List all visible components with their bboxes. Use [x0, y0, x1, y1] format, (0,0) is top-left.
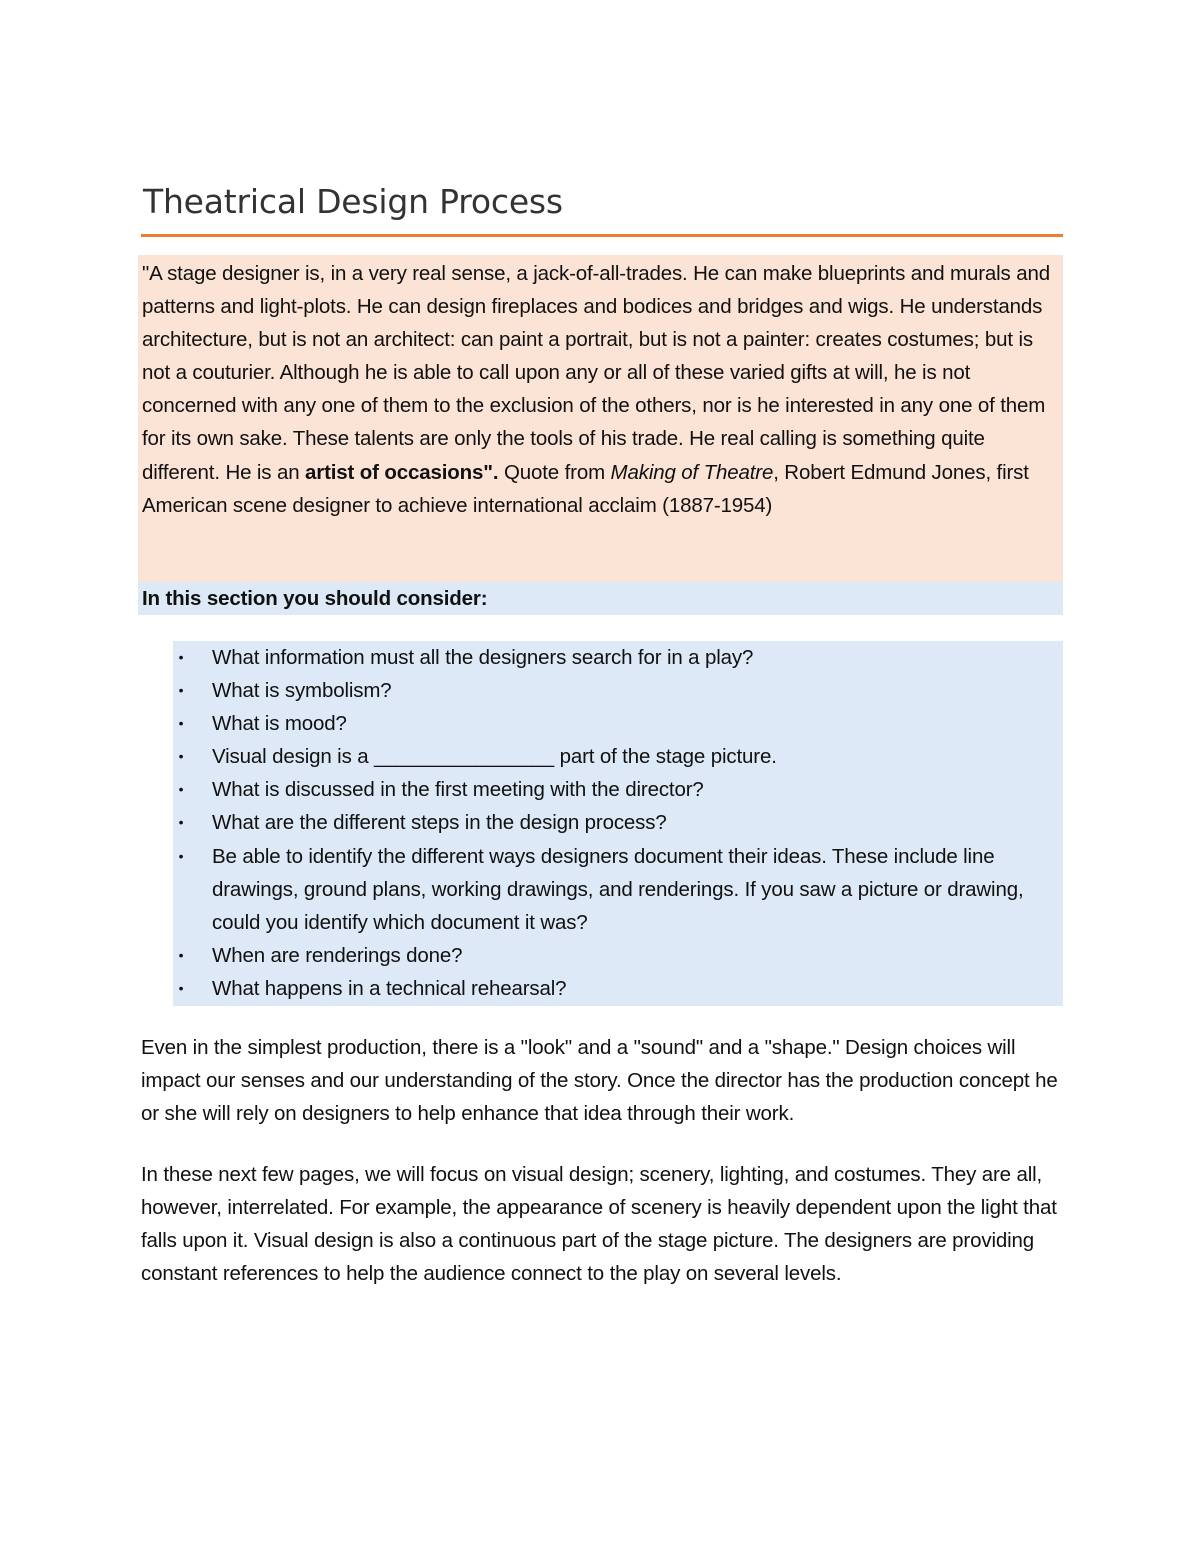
- bullet-icon: •: [178, 814, 184, 831]
- consider-heading: In this section you should consider:: [142, 587, 488, 610]
- bullet-icon: •: [178, 979, 184, 996]
- body-paragraph-1: Even in the simplest production, there is a "look" and a "sound" and a "shape." Design choices will impact our senses and our understanding of the story. Once the director has the production concept he or she will rely on designers to help enhance that idea through their work.: [141, 1036, 1058, 1126]
- bullet-icon: •: [178, 649, 184, 665]
- consider-heading-block: [138, 582, 1063, 615]
- list-item-text: What is symbolism?: [212, 679, 392, 703]
- list-item-text: What are the different steps in the design process?: [212, 811, 667, 835]
- quote-block: [138, 255, 1063, 582]
- list-item-text: When are renderings done?: [212, 943, 463, 967]
- list-item: [173, 641, 1059, 674]
- page-title: Theatrical Design Process: [143, 182, 563, 221]
- consider-list: [173, 641, 1059, 1005]
- quote-text-part3: , Robert Edmund Jones, first American scene designer to achieve international acclaim (1887-1954): [142, 460, 1029, 517]
- bullet-icon: •: [178, 946, 184, 963]
- bullet-icon: •: [178, 847, 184, 864]
- body-paragraph-2: In these next few pages, we will focus on visual design; scenery, lighting, and costumes. They are all, however, interrelated. For example, the appearance of scenery is heavily dependent upon the light that falls upon it. Visual design is also a continuous part of the stage picture. The designers are providing constant references to help the audience connect to the play on several levels.: [141, 1163, 1057, 1286]
- bullet-icon: •: [178, 781, 184, 798]
- list-item: [173, 806, 1059, 839]
- quote-book-title: Making of Theatre: [610, 460, 774, 484]
- quote-text: [142, 257, 1057, 522]
- bullet-icon: •: [178, 715, 184, 732]
- list-item: [173, 840, 1059, 939]
- list-item-text: What is discussed in the first meeting with the director?: [212, 778, 704, 802]
- bullet-icon: •: [178, 748, 184, 765]
- list-item: [173, 674, 1059, 707]
- title-underline: [141, 234, 1063, 237]
- list-item-text: What is mood?: [212, 712, 347, 736]
- consider-list-block: [173, 641, 1063, 1006]
- quote-text-part1: "A stage designer is, in a very real sense, a jack-of-all-trades. He can make blueprints and murals and patterns and light-plots. He can design fireplaces and bodices and bridges and wigs. He understands architecture, but is not an architect: can paint a portrait, but is not a painter: creates costumes; but is not a couturier. Although he is able to call upon any or all of these varied gifts at will, he is not concerned with any one of them to the exclusion of the others, nor is he interested in any one of them for its own sake. These talents are only the tools of his trade. He real calling is something quite different. He is an: [142, 262, 1050, 484]
- list-item-text: Visual design is a ________________ part of the stage picture.: [212, 745, 777, 769]
- list-item: [173, 773, 1059, 806]
- list-item: [173, 740, 1059, 773]
- bullet-icon: •: [178, 682, 184, 699]
- list-item: [173, 939, 1059, 972]
- list-item-text: Be able to identify the different ways designers document their ideas. These include line drawings, ground plans, working drawings, and renderings. If you saw a picture or drawing, could you identify which document it was?: [212, 844, 1024, 934]
- quote-text-part2: Quote from: [498, 460, 611, 484]
- list-item-text: What information must all the designers search for in a play?: [212, 646, 754, 669]
- list-item-text: What happens in a technical rehearsal?: [212, 976, 567, 1000]
- list-item: [173, 707, 1059, 740]
- list-item: [173, 972, 1059, 1005]
- quote-bold-phrase: artist of occasions".: [305, 460, 499, 484]
- title-block: [141, 180, 1063, 237]
